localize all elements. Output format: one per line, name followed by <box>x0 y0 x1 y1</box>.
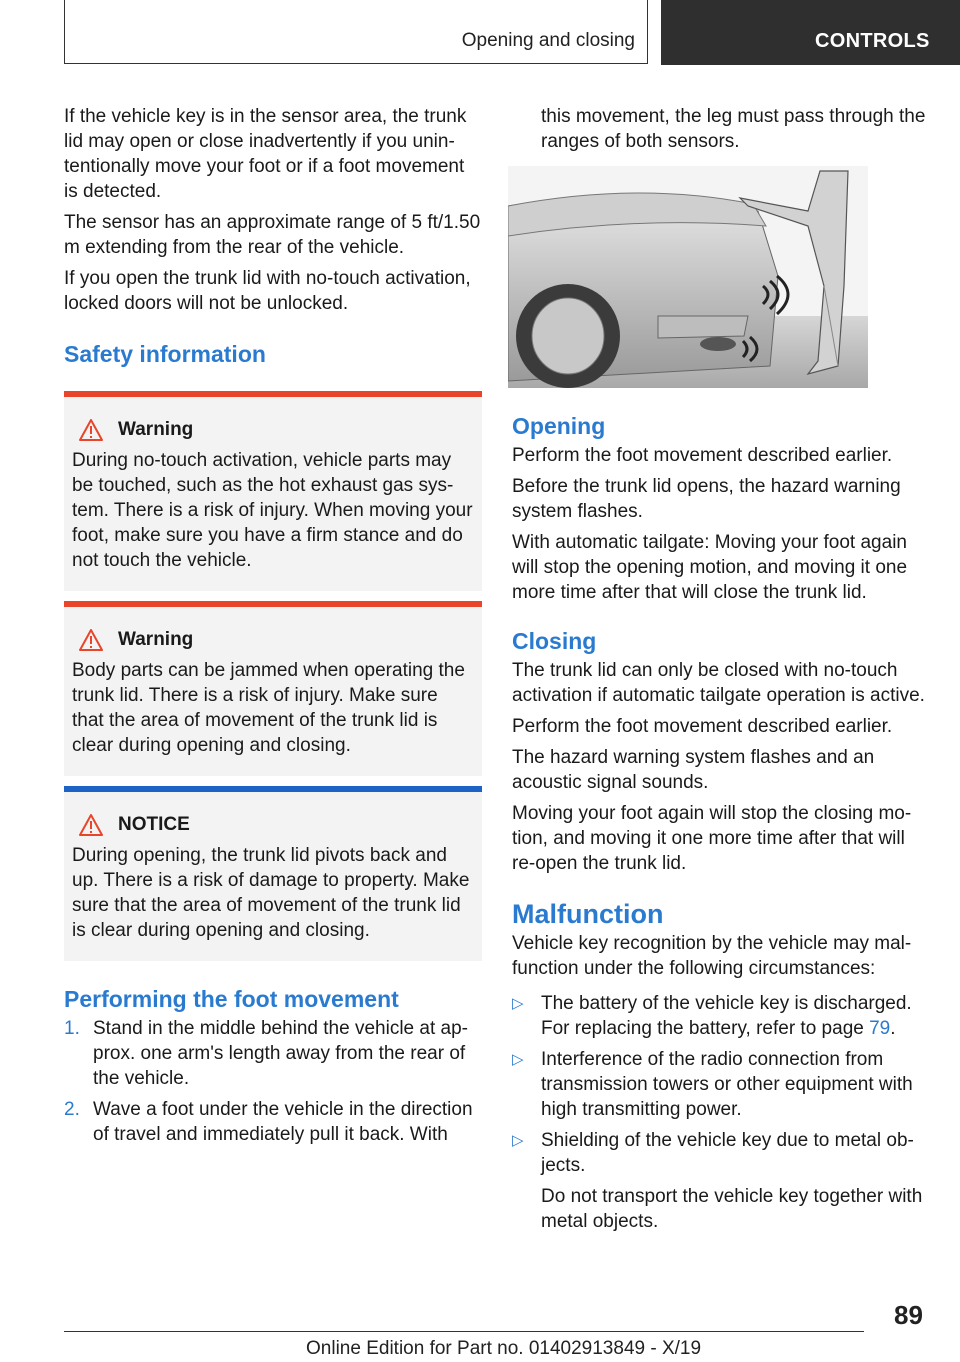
warning-text: During no-touch activation, vehicle parts may be touched, such as the hot exhaust gas system. There is a risk of injury. When moving your foot, make sure you have a firm stance and do not touch the vehicle. <box>72 450 473 571</box>
warning-triangle-icon <box>78 418 104 442</box>
list-item <box>64 1097 482 1147</box>
safety-heading: Safety information <box>64 341 266 367</box>
paragraph: Perform the foot movement described earlier. <box>512 716 893 737</box>
paragraph: The trunk lid can only be closed with no-touch activation if automatic tailgate operation is active. <box>512 660 925 706</box>
step-text: Wave a foot under the vehicle in the direction of travel and immediately pull it back. With <box>93 1099 473 1145</box>
paragraph: Perform the foot movement described earlier. <box>512 445 893 466</box>
malfunction-list <box>512 991 932 1234</box>
warning-title: Warning <box>118 419 194 440</box>
paragraph: Before the trunk lid opens, the hazard warning system flashes. <box>512 476 901 522</box>
notice-text: During opening, the trunk lid pivots back and up. There is a risk of damage to property. Make sure that the area of movement of the trunk lid is clear during opening and closing. <box>72 845 470 941</box>
list-item: ▷ The battery of the vehicle key is discharged. For replacing the battery, refer to page 79. <box>512 993 912 1039</box>
opening-heading: Opening <box>512 413 606 439</box>
paragraph: The sensor has an approximate range of 5 ft/1.50 m extending from the rear of the vehicle. <box>64 212 481 258</box>
bullet-triangle-icon: ▷ <box>512 995 524 1012</box>
section-tab <box>64 0 648 64</box>
chapter-tab <box>661 0 960 65</box>
paragraph: If the vehicle key is in the sensor area, the trunk lid may open or close inadvertently if you unintentionally move your foot or if a foot movement is detected. <box>64 106 467 202</box>
step-number: 2. <box>64 1099 80 1120</box>
steps-list <box>64 1016 482 1147</box>
notice-title: NOTICE <box>118 814 190 835</box>
section-title: Opening and closing <box>461 30 635 51</box>
foot-movement-heading: Performing the foot movement <box>64 986 399 1012</box>
bullet-text: Shielding of the vehicle key due to metal objects. <box>541 1130 914 1176</box>
bullet-subtext: Do not transport the vehicle key together with metal objects. <box>541 1186 923 1232</box>
trunk-foot-sensor-illustration <box>508 166 868 388</box>
paragraph: this movement, the leg must pass through the ranges of both sensors. <box>541 106 926 152</box>
paragraph: If you open the trunk lid with no-touch activation, locked doors will not be unlocked. <box>64 268 471 314</box>
footer-divider <box>64 1331 864 1332</box>
paragraph: With automatic tailgate: Moving your foot again will stop the opening motion, and moving it one more time after that will close the trunk lid. <box>512 532 908 603</box>
chapter-title: CONTROLS <box>815 30 930 52</box>
step-number: 1. <box>64 1018 80 1039</box>
warning-triangle-icon <box>78 628 104 652</box>
left-column <box>64 104 482 1153</box>
paragraph: Moving your foot again will stop the closing motion, and moving it one more time after that will re-open the trunk lid. <box>512 803 912 874</box>
right-column <box>512 104 932 1240</box>
bullet-text: Interference of the radio connection from transmission towers or other equipment with high transmitting power. <box>541 1049 913 1120</box>
warning-box <box>64 601 482 776</box>
notice-box <box>64 786 482 961</box>
bullet-triangle-icon: ▷ <box>512 1051 524 1068</box>
warning-triangle-icon <box>78 813 104 837</box>
page-reference-link[interactable]: 79 <box>869 1018 891 1039</box>
malfunction-heading: Malfunction <box>512 899 664 929</box>
step-text: Stand in the middle behind the vehicle at approx. one arm's length away from the rear of the vehicle. <box>93 1018 468 1089</box>
paragraph: Vehicle key recognition by the vehicle may malfunction under the following circumstances: <box>512 933 912 979</box>
closing-heading: Closing <box>512 628 597 654</box>
list-item <box>64 1016 482 1091</box>
footer-text: Online Edition for Part no. 01402913849 - X/19 <box>306 1338 702 1359</box>
bullet-triangle-icon: ▷ <box>512 1132 524 1149</box>
bullet-text: The battery of the vehicle key is discharged. For replacing the battery, refer to page <box>541 993 912 1039</box>
list-item <box>512 1047 932 1122</box>
warning-text: Body parts can be jammed when operating the trunk lid. There is a risk of injury. Make sure that the area of movement of the trunk lid is clear during opening and closing. <box>72 660 465 756</box>
page-header <box>0 0 960 66</box>
warning-box <box>64 391 482 591</box>
warning-title: Warning <box>118 629 194 650</box>
list-item <box>512 1128 932 1234</box>
page-number: 89 <box>894 1300 923 1330</box>
paragraph: The hazard warning system flashes and an acoustic signal sounds. <box>512 747 875 793</box>
